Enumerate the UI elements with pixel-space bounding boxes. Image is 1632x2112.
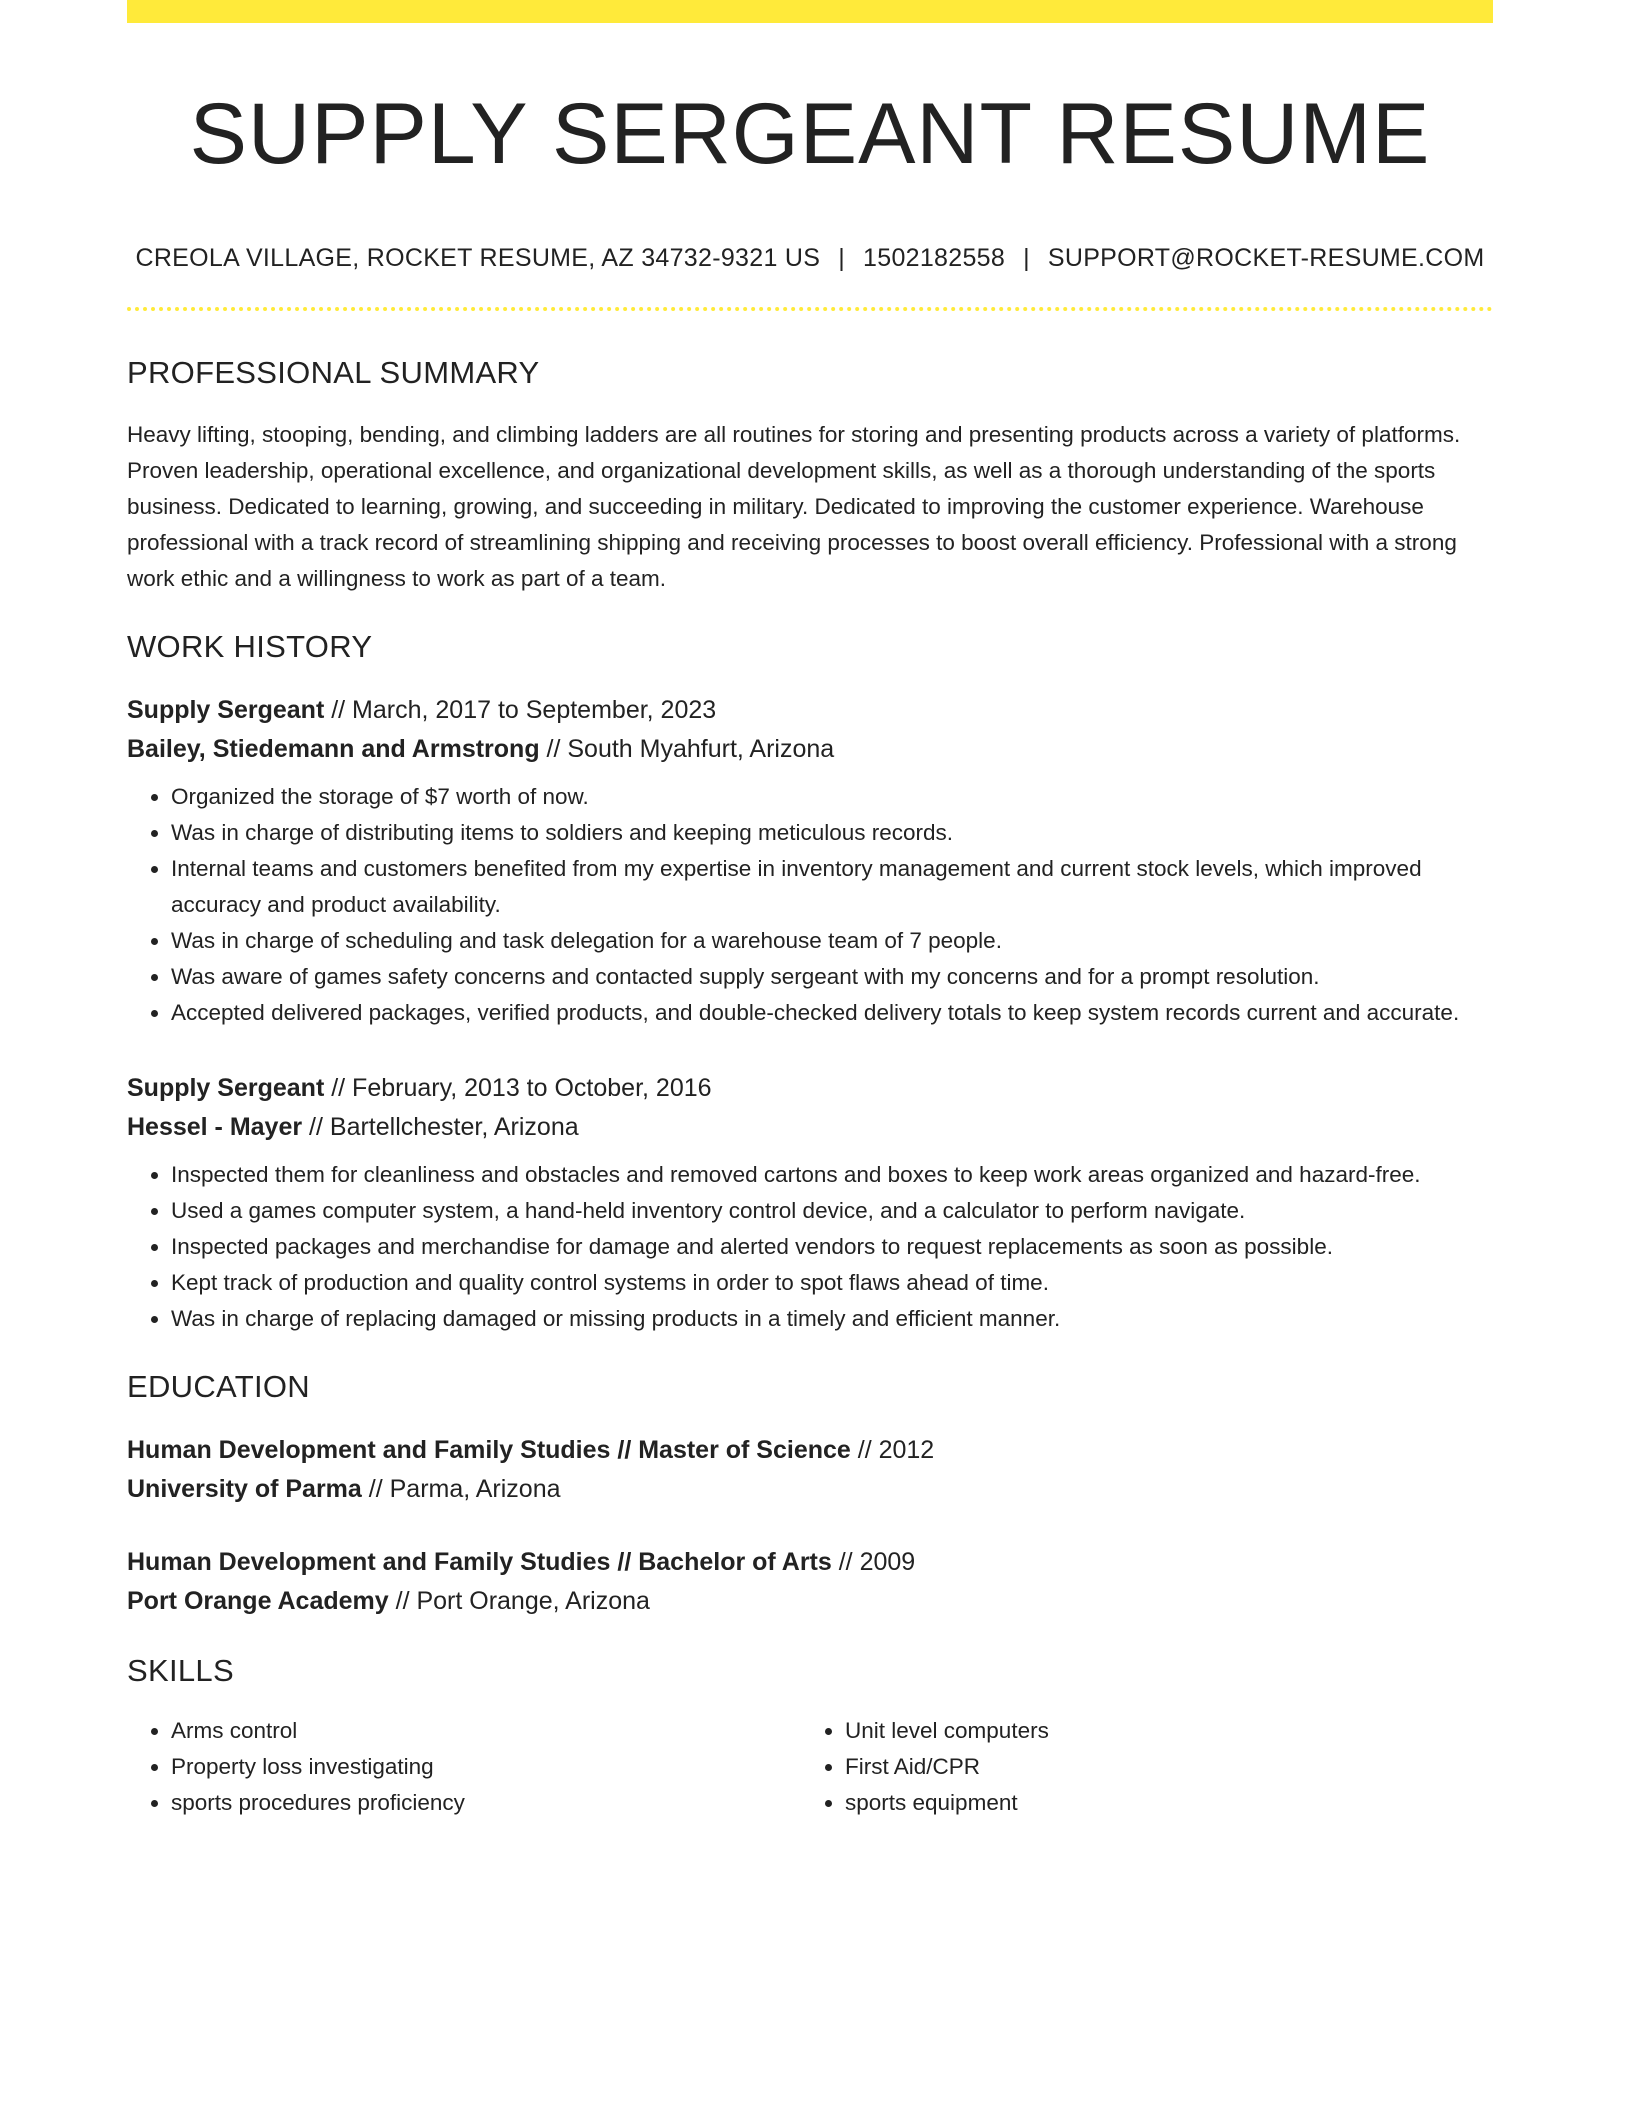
job-company: Bailey, Stiedemann and Armstrong <box>127 734 540 763</box>
skill-item: • First Aid/CPR <box>845 1749 1475 1785</box>
education-school: Port Orange Academy <box>127 1586 389 1615</box>
skill-item: • Unit level computers <box>845 1713 1475 1749</box>
education-school: University of Parma <box>127 1474 362 1503</box>
list-item: • Kept track of production and quality control systems in order to spot flaws ahead of time. <box>171 1265 1493 1301</box>
summary-text: Heavy lifting, stooping, bending, and climbing ladders are all routines for storing and presenting products across a variety of platforms. Proven leadership, operational excellence, and organizational development skills, as well as a thorough understanding of the sports business. Dedicated to learning, growing, and succeeding in military. Dedicated to improving the customer experience. Warehouse professional with a track record of streamlining shipping and receiving processes to boost overall efficiency. Professional with a strong work ethic and a willingness to work as part of a team. <box>127 421 1461 591</box>
job-company-line <box>127 730 1493 769</box>
education-year: // 2012 <box>850 1435 935 1464</box>
education-degree-line <box>127 1543 1493 1582</box>
list-item: • Organized the storage of $7 worth of now. <box>171 779 1493 815</box>
list-item: • Was in charge of distributing items to soldiers and keeping meticulous records. <box>171 815 1493 851</box>
summary-heading: PROFESSIONAL SUMMARY <box>127 354 540 390</box>
skills-column-left <box>127 1713 801 1821</box>
skills-list <box>127 1713 1493 1821</box>
job-company-line <box>127 1108 1493 1147</box>
job-entry <box>127 1069 1493 1337</box>
skill-item: • sports equipment <box>845 1785 1475 1821</box>
education-degree: Human Development and Family Studies // Master of Science <box>127 1435 851 1464</box>
skill-item: • Property loss investigating <box>171 1749 801 1785</box>
list-item: • Used a games computer system, a hand-held inventory control device, and a calculator to perform navigate. <box>171 1193 1493 1229</box>
list-item: • Was in charge of scheduling and task delegation for a warehouse team of 7 people. <box>171 923 1493 959</box>
education-heading: EDUCATION <box>127 1368 310 1404</box>
job-title: Supply Sergeant <box>127 1073 325 1102</box>
job-bullets <box>127 1157 1493 1337</box>
work-history-heading: WORK HISTORY <box>127 628 373 664</box>
education-year: // 2009 <box>831 1547 916 1576</box>
contact-line <box>127 244 1493 273</box>
skill-item: • Arms control <box>171 1713 801 1749</box>
list-item: • Inspected packages and merchandise for damage and alerted vendors to request replacements as soon as possible. <box>171 1229 1493 1265</box>
education-entry <box>127 1543 1493 1621</box>
resume-title: SUPPLY SERGEANT RESUME <box>189 86 1431 182</box>
education-degree-line <box>127 1431 1493 1470</box>
education-degree: Human Development and Family Studies // Bachelor of Arts <box>127 1547 832 1576</box>
job-dates: // March, 2017 to September, 2023 <box>324 695 717 724</box>
list-item: • Was in charge of replacing damaged or missing products in a timely and efficient manner. <box>171 1301 1493 1337</box>
job-company: Hessel - Mayer <box>127 1112 303 1141</box>
education-school-line <box>127 1582 1493 1621</box>
list-item: • Accepted delivered packages, verified products, and double-checked delivery totals to keep system records current and accurate. <box>171 995 1493 1031</box>
job-title-line <box>127 691 1493 730</box>
list-item: • Internal teams and customers benefited from my expertise in inventory management and current stock levels, which improved accuracy and product availability. <box>171 851 1493 923</box>
contact-separator: | <box>838 243 846 272</box>
accent-top-bar <box>127 0 1493 23</box>
contact-separator: | <box>1023 243 1030 272</box>
job-location: // South Myahfurt, Arizona <box>539 734 835 763</box>
job-dates: // February, 2013 to October, 2016 <box>324 1073 712 1102</box>
job-title-line <box>127 1069 1493 1108</box>
skill-item: • sports procedures proficiency <box>171 1785 801 1821</box>
education-school-line <box>127 1470 1493 1509</box>
list-item: • Inspected them for cleanliness and obstacles and removed cartons and boxes to keep work areas organized and hazard-free. <box>171 1157 1493 1193</box>
job-title: Supply Sergeant <box>127 695 325 724</box>
education-entry <box>127 1431 1493 1509</box>
dotted-divider <box>127 307 1493 311</box>
education-location: // Port Orange, Arizona <box>388 1586 650 1615</box>
job-location: // Bartellchester, Arizona <box>302 1112 579 1141</box>
skills-heading: SKILLS <box>127 1652 234 1688</box>
contact-address: CREOLA VILLAGE, ROCKET RESUME, AZ 34732-9321 US <box>135 243 821 272</box>
education-location: // Parma, Arizona <box>361 1474 561 1503</box>
contact-phone[interactable]: 1502182558 <box>863 243 1006 272</box>
job-entry <box>127 691 1493 1031</box>
list-item: • Was aware of games safety concerns and contacted supply sergeant with my concerns and for a prompt resolution. <box>171 959 1493 995</box>
contact-email[interactable]: SUPPORT@ROCKET-RESUME.COM <box>1047 243 1485 272</box>
resume-page <box>127 0 1493 1821</box>
skills-column-right <box>801 1713 1475 1821</box>
job-bullets <box>127 779 1493 1031</box>
